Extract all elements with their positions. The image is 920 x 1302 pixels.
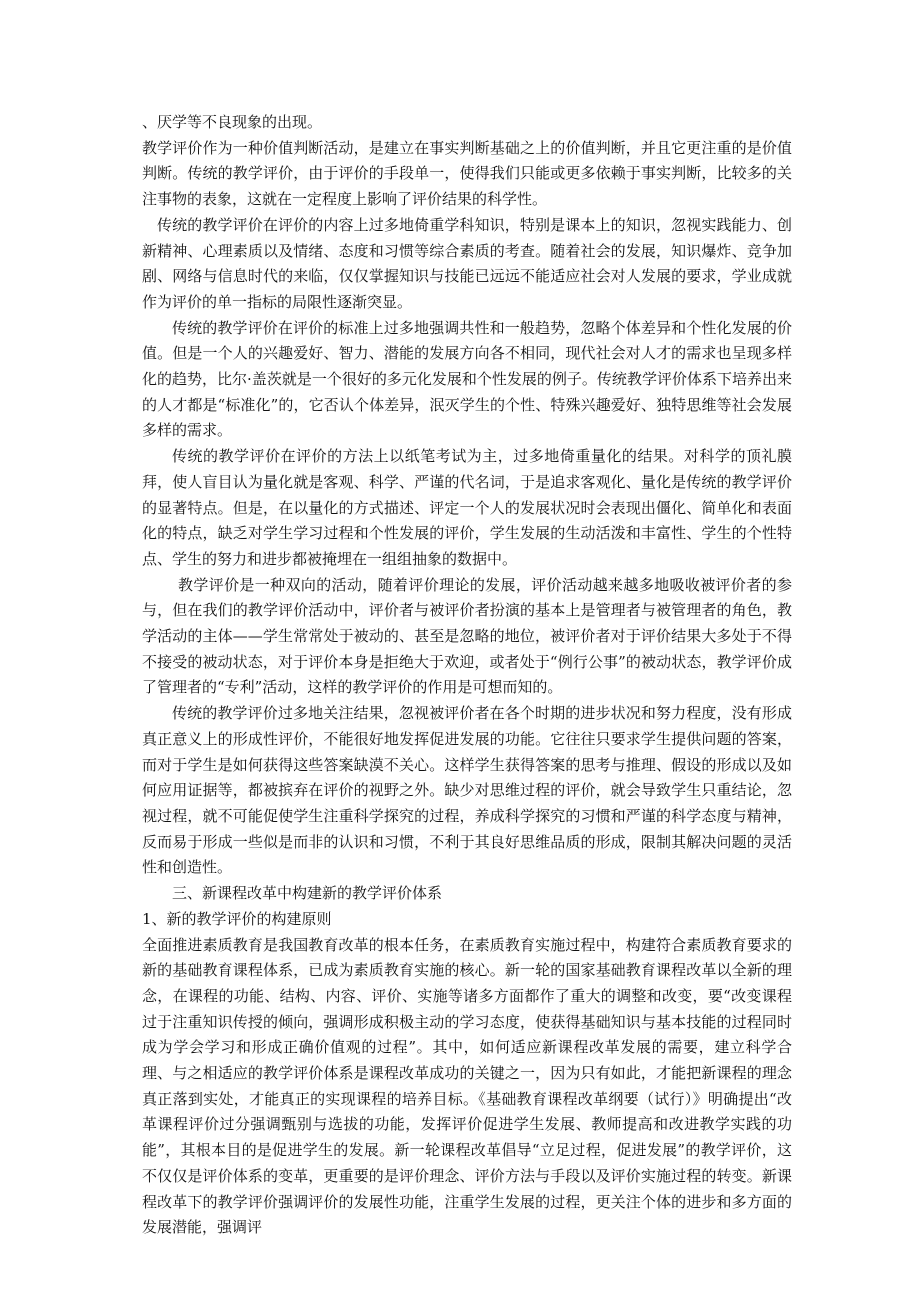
paragraph-results: 传统的教学评价过多地关注结果，忽视被评价者在各个时期的进步状况和努力程度，没有形成真正意义上的形成性评价，不能很好地发挥促进发展的功能。它往往只要求学生提供问题的答案，而对于学生是如何获得这些答案缺漠不关心。这样学生获得答案的思考与推理、假设的形成以及如何应用证据等，都被摈弃在评价的视野之外。缺少对思维过程的评价，就会导致学生只重结论，忽视过程，就不可能促使学生注重科学探究的过程，养成科学探究的习惯和严谨的科学态度与精神，反而易于形成一些似是而非的认识和习惯，不利于其良好思维品质的形成，限制其解决问题的灵活性和创造性。 (142, 704, 792, 877)
paragraph-fragment: 、厌学等不良现象的出现。 (142, 113, 323, 131)
document-page (142, 110, 792, 1241)
section-heading: 三、新课程改革中构建新的教学评价体系 (172, 884, 443, 903)
paragraph-standard: 传统的教学评价在评价的标准上过多地强调共性和一般趋势，忽略个体差异和个性化发展的价值。但是一个人的兴趣爱好、智力、潜能的发展方向各不相同，现代社会对人才的需求也呈现多样化的趋势，比尔·盖茨就是一个很好的多元化发展和个性发展的例子。传统教学评价体系下培养出来的人才都是“标准化”的，它否认个体差异，泯灭学生的个性、特殊兴趣爱好、独特思维等社会发展多样的需求。 (142, 318, 792, 440)
paragraph-principles: 全面推进素质教育是我国教育改革的根本任务，在素质教育实施过程中，构建符合素质教育要求的新的基础教育课程体系，已成为素质教育实施的核心。新一轮的国家基础教育课程改革以全新的理念，在课程的功能、结构、内容、评价、实施等诸多方面都作了重大的调整和改变，要“改变课程过于注重知识传授的倾向，强调形成积极主动的学习态度，使获得基础知识与基本技能的过程同时成为学会学习和形成正确价值观的过程”。其中，如何适应新课程改革发展的需要，建立科学合理、与之相适应的教学评价体系是课程改革成功的关键之一，因为只有如此，才能把新课程的理念真正落到实处，才能真正的实现课程的培养目标。《基础教育课程改革纲要（试行）》明确提出“改革课程评价过分强调甄别与选拔的功能，发挥评价促进学生发展、教师提高和改进教学实践的功能”，其根本目的是促进学生的发展。新一轮课程改革倡导“立足过程，促进发展”的教学评价，这不仅仅是评价体系的变革，更重要的是评价理念、评价方法与手段以及评价实施过程的转变。新课程改革下的教学评价强调评价的发展性功能，注重学生发展的过程，更关注个体的进步和多方面的发展潜能，强调评 (142, 935, 792, 1237)
paragraph-content: 传统的教学评价在评价的内容上过多地倚重学科知识，特别是课本上的知识，忽视实践能力、创新精神、心理素质以及情绪、态度和习惯等综合素质的考查。随着社会的发展，知识爆炸、竞争加剧、网络与信息时代的来临，仅仅掌握知识与技能已远远不能适应社会对人发展的要求，学业成就作为评价的单一指标的局限性逐渐突显。 (142, 215, 792, 311)
paragraph-method: 传统的教学评价在评价的方法上以纸笔考试为主，过多地倚重量化的结果。对科学的顶礼膜拜，使人盲目认为量化就是客观、科学、严谨的代名词，于是追求客观化、量化是传统的教学评价的显著特点。但是，在以量化的方式描述、评定一个人的发展状况时会表现出僵化、简单化和表面化的特点，缺乏对学生学习过程和个性发展的评价，学生发展的生动活泼和丰富性、学生的个性特点、学生的努力和进步都被掩埋在一组组抽象的数据中。 (142, 447, 792, 568)
subsection-heading: 1、新的教学评价的构建原则 (142, 909, 332, 928)
paragraph-value-judgment: 教学评价作为一种价值判断活动，是建立在事实判断基础之上的价值判断，并且它更注重的是价值判断。传统的教学评价，由于评价的手段单一，使得我们只能或更多依赖于事实判断，比较多的关注事物的表象，这就在一定程度上影响了评价结果的科学性。 (142, 138, 792, 209)
paragraph-bidirectional: 教学评价是一种双向的活动，随着评价理论的发展，评价活动越来越多地吸收被评价者的参与，但在我们的教学评价活动中，评价者与被评价者扮演的基本上是管理者与被管理者的角色，教学活动的主体——学生常常处于被动的、甚至是忽略的地位，被评价者对于评价结果大多处于不得不接受的被动状态，对于评价本身是拒绝大于欢迎，或者处于“例行公事”的被动状态，教学评价成了管理者的“专利”活动，这样的教学评价的作用是可想而知的。 (142, 575, 792, 697)
